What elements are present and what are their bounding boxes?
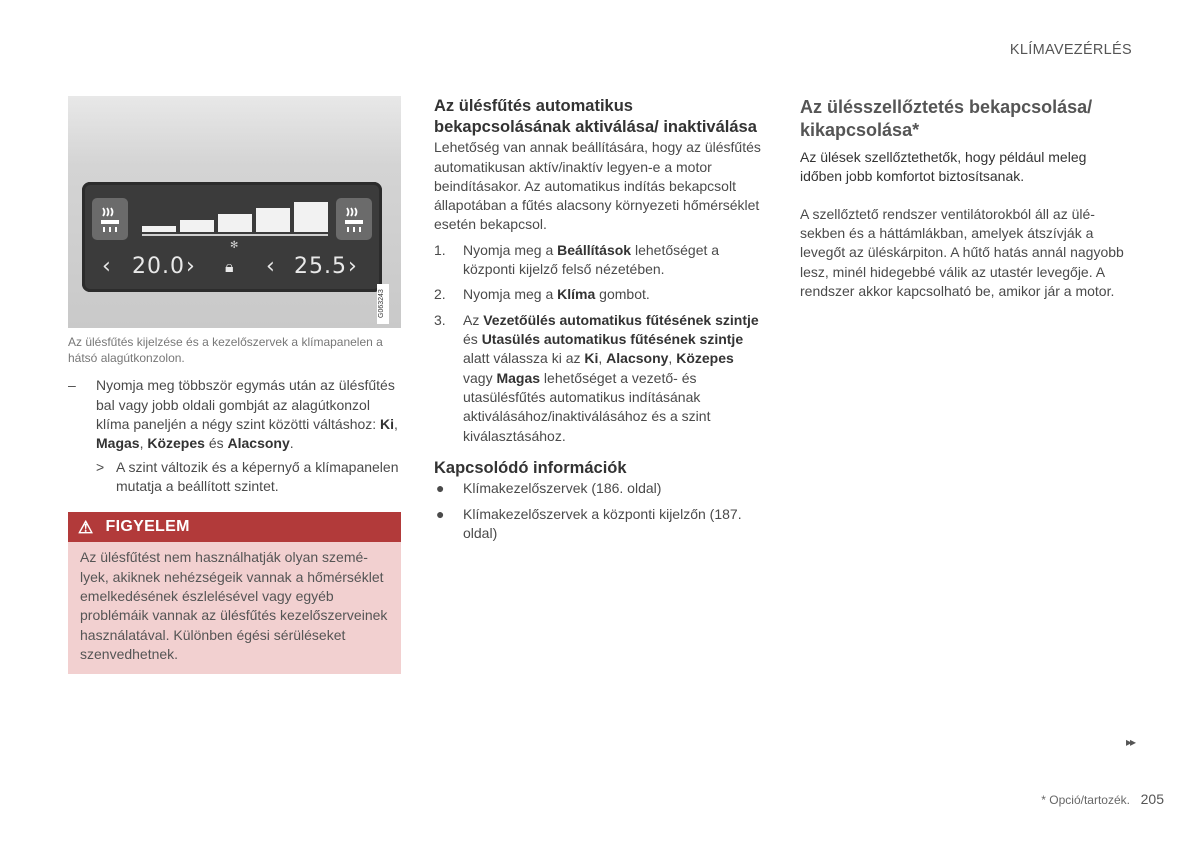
heat-level-bar — [142, 226, 176, 232]
lock-icon[interactable]: 🔒︎ — [225, 257, 234, 276]
heat-level-bar — [294, 202, 328, 232]
bullet-icon: ● — [436, 480, 445, 497]
result-mark: > — [96, 458, 105, 475]
heat-level-bar — [256, 208, 290, 232]
right-temperature: 25.5 — [294, 254, 347, 279]
auto-heat-intro: Lehetőség van annak beállítására, hogy az ülésfűtés automatikusan aktív/inaktív legyen-e a motor beindításakor. Az automatikus indítás bekapcsolt állapotában a fűtés alacsony környezeti hőmérséklet esetén bekapcsol. — [434, 139, 761, 233]
warning-box — [68, 512, 401, 674]
right-temp-up-chevron-icon[interactable]: › — [348, 254, 357, 279]
ventilation-heading: Az ülésszellőztetés bekapcsolása/ kikapcsolása* — [800, 97, 1093, 141]
level-alacsony: Alacsony — [227, 435, 290, 452]
figure-caption: Az ülésfűtés kijelzése és a kezelőszervek a klímapanelen a hátsó alagútkonzolon. — [68, 335, 383, 366]
level-kozepes: Közepes — [147, 435, 205, 452]
level-magas: Magas — [96, 435, 140, 452]
bullet-icon: ● — [436, 505, 445, 522]
left-temperature: 20.0 — [132, 254, 185, 279]
related-links — [434, 479, 762, 543]
seat-heat-icon — [97, 204, 123, 234]
footnote: * Opció/tartozék. — [1041, 793, 1130, 807]
climate-panel-display — [82, 182, 382, 292]
related-link[interactable]: ● Klímakezelőszervek a központi kijelzőn (187. oldal) — [436, 505, 742, 541]
climate-panel-figure — [68, 96, 401, 328]
right-seat-heat-button[interactable] — [336, 198, 372, 240]
seat-heat-icon — [341, 204, 367, 234]
temperature-row — [82, 254, 382, 280]
dash-mark: – — [68, 377, 76, 394]
left-temp-up-chevron-icon[interactable]: › — [186, 254, 195, 279]
section-title: KLÍMAVEZÉRLÉS — [1009, 42, 1132, 58]
figure-code: G063243 — [377, 284, 389, 324]
right-temp-down-chevron-icon[interactable]: ‹ — [266, 254, 275, 279]
warning-title: FIGYELEM — [105, 518, 190, 536]
step-item: 1. Nyomja meg a Beállítások lehetőséget a központi kijelző felső nézetében. — [434, 241, 720, 278]
right-column — [800, 96, 1132, 301]
auto-heat-heading: Az ülésfűtés automatikus bekapcsolásának aktiválása/ inaktiválása — [434, 97, 757, 137]
warning-body: Az ülésfűtést nem használhatják olyan személyek, akiknek nehézségeik vannak a hőmérséklet emelkedésének észlelésével vagy egyéb problémáik vannak az ülésfűtés kezelőszerveinek használatával. Különben égési sérüléseket szenvedhetnek. — [80, 549, 388, 662]
step-item: 2. Nyomja meg a Klíma gombot. — [434, 286, 650, 303]
warning-header — [68, 512, 401, 542]
ventilation-intro: Az ülések szellőztethetők, hogy például meleg időben jobb komfortot biztosítsanak. — [800, 149, 1087, 185]
ventilation-body: A szellőztető rendszer ventilátorokból áll az ülésekben és a háttámlákban, amelyek átszívják a levegőt az üléskárpiton. A hűtő hatás annál nagyobb lesz, minél hidegebbé válik az utastér levegője. A rendszer akkor kapcsolható be, amikor jár a motor. — [800, 205, 1124, 299]
level-ki: Ki — [380, 416, 395, 432]
step-result: > A szint változik és a képernyő a klímapanelen mutatja a beállított szintet. — [96, 458, 399, 494]
heat-level-bar — [218, 214, 252, 232]
left-seat-heat-button[interactable] — [92, 198, 128, 240]
fan-icon: ✻ — [230, 240, 239, 251]
heat-level-bars — [142, 202, 328, 232]
related-link[interactable]: ● Klímakezelőszervek (186. oldal) — [434, 479, 762, 498]
warning-triangle-icon: ⚠ — [78, 517, 94, 537]
steps-list — [434, 241, 762, 446]
page-number: 205 — [1140, 791, 1164, 807]
left-column — [68, 96, 401, 674]
bar-baseline — [142, 234, 328, 236]
step-item: 3. Az Vezetőülés automatikus fűtésének szintje és Utasülés automatikus fűtésének szintje alatt válassza ki az Ki, Alacsony, Közepes vagy Magas lehetőséget a vezető- és utasülésfűtés automatikus indításának aktiválásához/inaktiválásához és a szint kiválasztásához. — [434, 311, 759, 444]
related-info-heading: Kapcsolódó információk — [434, 458, 627, 477]
heat-level-bar — [180, 220, 214, 232]
next-page-arrows-icon: ▸▸ — [1125, 735, 1134, 749]
left-temp-down-chevron-icon[interactable]: ‹ — [102, 254, 111, 279]
instruction-step: – Nyomja meg többször egymás után az ülésfűtés bal vagy jobb oldali gombját az alagútkonzol klíma paneljén a négy szint közötti váltáshoz: Ki, Magas, Közepes és Alacsony. — [68, 377, 398, 452]
middle-column — [434, 96, 762, 549]
